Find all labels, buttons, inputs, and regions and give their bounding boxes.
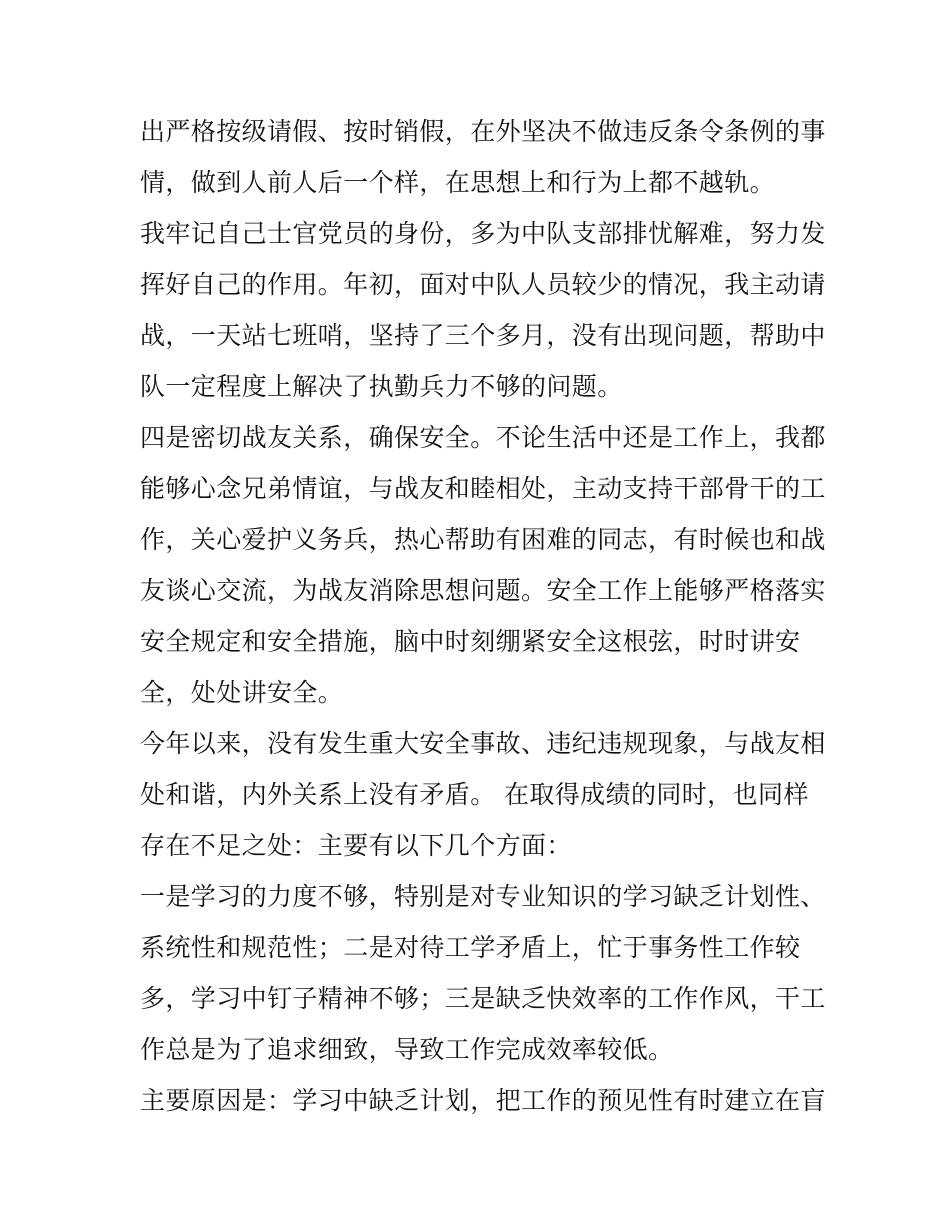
text-line: 主要原因是：学习中缺乏计划，把工作的预见性有时建立在盲 xyxy=(140,1086,826,1115)
text-line: 战，一天站七班哨，坚持了三个多月，没有出现问题，帮助中 xyxy=(140,321,826,350)
text-line: 安全规定和安全措施，脑中时刻绷紧安全这根弦，时时讲安 xyxy=(140,627,801,656)
text-line: 出严格按级请假、按时销假，在外坚决不做违反条令条例的事 xyxy=(140,117,826,146)
text-line: 一是学习的力度不够，特别是对专业知识的学习缺乏计划性、 xyxy=(140,882,826,911)
text-line: 存在不足之处：主要有以下几个方面： xyxy=(140,831,572,860)
text-line: 全，处处讲安全。 xyxy=(140,678,344,707)
text-line: 能够心念兄弟情谊，与战友和睦相处，主动支持干部骨干的工 xyxy=(140,474,826,503)
text-line: 系统性和规范性；二是对待工学矛盾上，忙于事务性工作较 xyxy=(140,933,801,962)
text-line: 队一定程度上解决了执勤兵力不够的问题。 xyxy=(140,372,623,401)
text-line: 今年以来，没有发生重大安全事故、违纪违规现象，与战友相 xyxy=(140,729,826,758)
text-line: 友谈心交流，为战友消除思想问题。安全工作上能够严格落实 xyxy=(140,576,826,605)
text-line: 作总是为了追求细致，导致工作完成效率较低。 xyxy=(140,1035,674,1064)
text-line: 情，做到人前人后一个样，在思想上和行为上都不越轨。 xyxy=(140,168,776,197)
document-body xyxy=(140,106,826,1126)
text-line: 多，学习中钉子精神不够；三是缺乏快效率的工作作风，干工 xyxy=(140,984,826,1013)
text-line: 四是密切战友关系，确保安全。不论生活中还是工作上，我都 xyxy=(140,423,826,452)
text-line: 处和谐，内外关系上没有矛盾。 在取得成绩的同时，也同样 xyxy=(140,780,809,809)
text-line: 我牢记自己士官党员的身份，多为中队支部排忧解难，努力发 xyxy=(140,219,826,248)
text-line: 作，关心爱护义务兵，热心帮助有困难的同志，有时候也和战 xyxy=(140,525,826,554)
text-line: 挥好自己的作用。年初，面对中队人员较少的情况，我主动请 xyxy=(140,270,826,299)
